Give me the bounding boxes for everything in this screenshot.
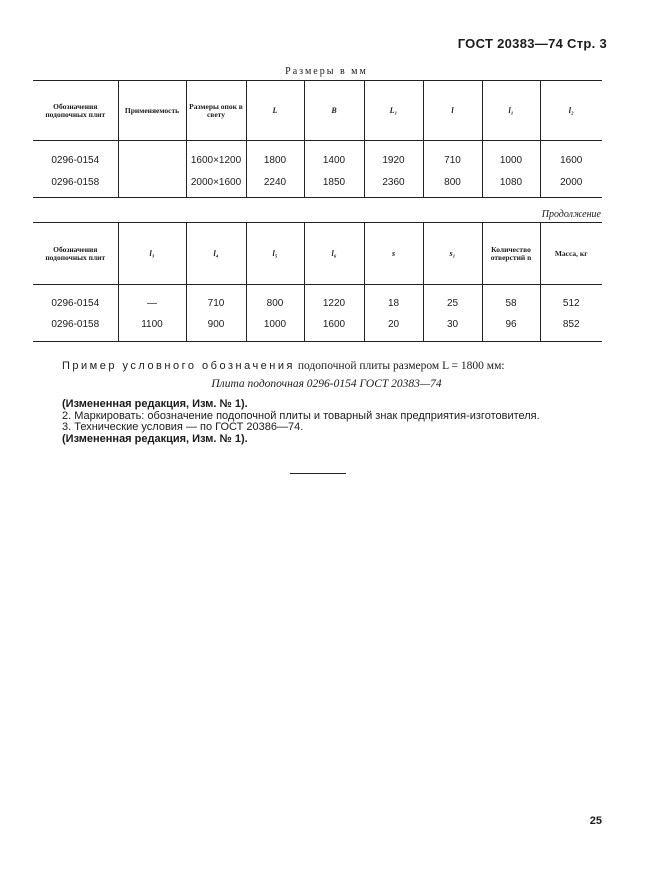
table-cell: 2360 bbox=[382, 177, 405, 188]
table-cell: 1400 bbox=[322, 155, 346, 166]
table-cell: 900 bbox=[207, 319, 225, 330]
column-header: l₁ bbox=[482, 81, 540, 141]
table-row bbox=[33, 141, 602, 198]
example-lead: Пример условного обозначения bbox=[62, 360, 295, 372]
column-header: Масса, кг bbox=[540, 223, 602, 285]
table-cell: 710 bbox=[444, 155, 461, 166]
table-cell: 2000×1600 bbox=[190, 177, 242, 188]
table-header-row bbox=[33, 81, 602, 141]
table-cell: 1100 bbox=[141, 319, 163, 330]
table-cell: 30 bbox=[446, 319, 459, 330]
table-cell: 25 bbox=[446, 298, 459, 309]
table-cell: 800 bbox=[444, 177, 461, 188]
column-header: Количество отверстий n bbox=[482, 223, 540, 285]
page-number: 25 bbox=[589, 815, 602, 827]
table-cell: 0296-0154 bbox=[51, 298, 100, 309]
divider bbox=[290, 473, 346, 474]
table-cell: 58 bbox=[505, 298, 517, 309]
notes-block bbox=[62, 399, 540, 445]
table-cell: — bbox=[147, 298, 157, 309]
continuation-table bbox=[33, 222, 602, 342]
column-header: s bbox=[364, 223, 423, 285]
table-cell: 18 bbox=[387, 298, 400, 309]
table-cell: 1920 bbox=[382, 155, 405, 166]
column-header: l bbox=[423, 81, 482, 141]
example-rest: подопочной плиты размером L = 1800 мм: bbox=[297, 360, 505, 372]
page-header: ГОСТ 20383—74 Стр. 3 bbox=[457, 36, 607, 51]
column-header: l₂ bbox=[540, 81, 602, 141]
amendment-note: (Измененная редакция, Изм. № 1). bbox=[62, 398, 248, 410]
column-header: Обозначения подопочных плит bbox=[45, 244, 106, 262]
table-cell: 1600×1200 bbox=[190, 155, 242, 166]
table-cell: 20 bbox=[387, 319, 400, 330]
table-cell: 512 bbox=[562, 298, 580, 309]
column-header: B bbox=[304, 81, 364, 141]
table-cell: 2000 bbox=[560, 177, 583, 188]
column-header: l₆ bbox=[304, 223, 364, 285]
column-header: Размеры опок в свету bbox=[186, 81, 246, 141]
column-header: L₁ bbox=[364, 81, 423, 141]
table-row bbox=[33, 285, 602, 342]
table-cell: 852 bbox=[562, 319, 580, 330]
technical-conditions-note: 3. Технические условия — по ГОСТ 20386—74. bbox=[62, 421, 304, 433]
column-header: l₄ bbox=[186, 223, 246, 285]
marking-note: 2. Маркировать: обозначение подопочной плиты и товарный знак предприятия-изготовителя. bbox=[62, 409, 540, 422]
table-cell: 1000 bbox=[263, 319, 287, 330]
column-header: Обозначения подопочных плит bbox=[45, 101, 106, 119]
designation-text: Плита подопочная 0296-0154 ГОСТ 20383—74 bbox=[211, 378, 442, 390]
table-cell: 1220 bbox=[322, 298, 346, 309]
designation-example bbox=[62, 360, 505, 372]
table-cell: 0296-0154 bbox=[51, 155, 100, 166]
table-cell: 1080 bbox=[499, 177, 523, 188]
table-cell: 710 bbox=[207, 298, 225, 309]
table-cell: 1850 bbox=[322, 177, 346, 188]
dimensions-table bbox=[33, 80, 602, 198]
table-cell: 96 bbox=[505, 319, 517, 330]
column-header: l₃ bbox=[118, 223, 186, 285]
column-header: s₁ bbox=[423, 223, 482, 285]
table-cell: 0296-0158 bbox=[51, 319, 100, 330]
table-header-row bbox=[33, 223, 602, 285]
table-cell: 1000 bbox=[499, 155, 523, 166]
table-caption: Размеры в мм bbox=[285, 66, 368, 77]
column-header: L bbox=[246, 81, 304, 141]
table-cell: 0296-0158 bbox=[51, 177, 100, 188]
table-cell: 1600 bbox=[322, 319, 346, 330]
table-cell: 800 bbox=[266, 298, 284, 309]
table-cell: 2240 bbox=[263, 177, 287, 188]
table-cell: 1800 bbox=[263, 155, 287, 166]
column-header: l₅ bbox=[246, 223, 304, 285]
continuation-label: Продолжение bbox=[541, 209, 601, 220]
amendment-note: (Измененная редакция, Изм. № 1). bbox=[62, 432, 248, 445]
table-cell: 1600 bbox=[560, 155, 583, 166]
column-header: Применяемость bbox=[118, 81, 186, 141]
